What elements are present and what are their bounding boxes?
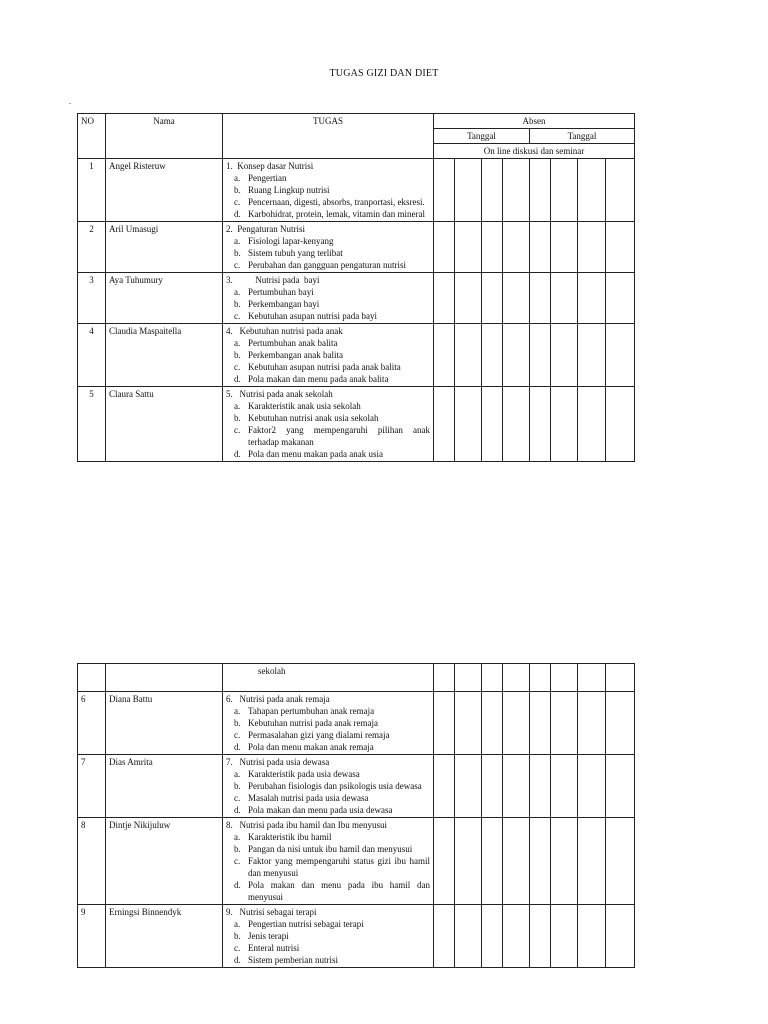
attendance-cell[interactable]	[434, 222, 455, 273]
row-no: 8	[78, 818, 106, 905]
row-tugas	[223, 273, 434, 324]
attendance-cell[interactable]	[530, 159, 551, 222]
task-subitem	[226, 184, 430, 196]
attendance-cell[interactable]	[482, 905, 503, 968]
task-subitem	[226, 361, 430, 373]
subitem-marker: b.	[234, 248, 241, 258]
subitem-text: Pengertian	[248, 173, 287, 183]
attendance-cell[interactable]	[482, 273, 503, 324]
subitem-text: Masalah nutrisi pada usia dewasa	[248, 793, 369, 803]
subitem-text: Sistem pemberian nutrisi	[248, 955, 338, 965]
subitem-text: Faktor2 yang mempengaruhi pilihan anak terhadap makanan	[248, 425, 430, 447]
subitem-text: Karakteristik ibu hamil	[248, 832, 332, 842]
task-subitem	[226, 918, 430, 930]
attendance-cell[interactable]	[578, 324, 606, 387]
subitem-marker: d.	[234, 742, 241, 752]
subitem-marker: c.	[234, 260, 241, 270]
table-row	[78, 273, 635, 324]
header-tugas: TUGAS	[223, 114, 434, 159]
header-mode: On line diskusi dan seminar	[434, 144, 635, 159]
task-subitem	[226, 424, 430, 448]
subitem-marker: c.	[234, 311, 241, 321]
task-subitem	[226, 804, 430, 816]
document-title: TUGAS GIZI DAN DIET	[329, 68, 439, 79]
subitem-marker: a.	[234, 236, 241, 246]
attendance-cell[interactable]	[551, 222, 578, 273]
subitem-text: Karakteristik anak usia sekolah	[248, 401, 361, 411]
subitem-marker: c.	[234, 943, 241, 953]
subitem-marker: a.	[234, 832, 241, 842]
row-tugas	[223, 818, 434, 905]
attendance-cell[interactable]	[434, 159, 455, 222]
row-no: 3	[78, 273, 106, 324]
subitem-marker: d.	[234, 449, 241, 459]
continuation-nama	[106, 664, 223, 692]
attendance-cell[interactable]	[434, 324, 455, 387]
table-row	[78, 818, 635, 905]
attendance-cell[interactable]	[551, 159, 578, 222]
subitem-marker: b.	[234, 844, 241, 854]
task-subitems	[226, 918, 430, 966]
attendance-cell[interactable]	[482, 755, 503, 818]
task-subitem	[226, 831, 430, 843]
attendance-cell[interactable]	[503, 692, 530, 755]
attendance-cell[interactable]	[434, 387, 455, 462]
task-subitems	[226, 235, 430, 271]
attendance-cell[interactable]	[434, 905, 455, 968]
subitem-text: Pencernaan, digesti, absorbs, tranportasi, eksresi.	[248, 197, 425, 207]
subitem-marker: a.	[234, 287, 241, 297]
attendance-cell[interactable]	[606, 692, 635, 755]
attendance-cell[interactable]	[482, 159, 503, 222]
continuation-no	[78, 664, 106, 692]
attendance-cell[interactable]	[503, 664, 530, 692]
task-subitem	[226, 942, 430, 954]
attendance-cell[interactable]	[606, 159, 635, 222]
subitem-text: Pangan da nisi untuk ibu hamil dan menyusui	[248, 844, 413, 854]
attendance-cell[interactable]	[578, 755, 606, 818]
task-title: 3. Nutrisi pada bayi	[226, 275, 320, 285]
attendance-cell[interactable]	[551, 905, 578, 968]
task-subitem	[226, 448, 430, 460]
row-nama: Angel Risteruw	[106, 159, 223, 222]
attendance-cell[interactable]	[606, 755, 635, 818]
row-no: 4	[78, 324, 106, 387]
subitem-text: Perubahan fisiologis dan psikologis usia dewasa	[248, 781, 422, 791]
row-nama: Dias Amrita	[106, 755, 223, 818]
task-title: 1. Konsep dasar Nutrisi	[226, 161, 314, 171]
row-nama: Dintje Nikijuluw	[106, 818, 223, 905]
task-subitem	[226, 196, 430, 208]
row-nama: Claudia Maspaitella	[106, 324, 223, 387]
attendance-cell[interactable]	[551, 755, 578, 818]
assignment-table-page-1	[77, 113, 635, 462]
task-subitem	[226, 259, 430, 271]
attendance-cell[interactable]	[578, 905, 606, 968]
subitem-marker: a.	[234, 401, 241, 411]
row-no: 5	[78, 387, 106, 462]
task-title: 2. Pengaturan Nutrisi	[226, 224, 305, 234]
task-subitem	[226, 930, 430, 942]
task-subitem	[226, 298, 430, 310]
task-subitems	[226, 337, 430, 385]
attendance-cell[interactable]	[455, 387, 482, 462]
row-no: 1	[78, 159, 106, 222]
subitem-marker: c.	[234, 730, 241, 740]
attendance-cell[interactable]	[434, 273, 455, 324]
attendance-cell[interactable]	[606, 222, 635, 273]
subitem-text: Perkembangan anak balita	[248, 350, 343, 360]
attendance-cell[interactable]	[434, 818, 455, 905]
task-subitem	[226, 792, 430, 804]
task-subitem	[226, 729, 430, 741]
subitem-text: Pola makan dan menu pada ibu hamil dan menyusui	[248, 880, 430, 902]
subitem-marker: a.	[234, 173, 241, 183]
header-row	[78, 114, 635, 129]
task-subitem	[226, 349, 430, 361]
attendance-cell[interactable]	[455, 664, 482, 692]
row-nama: Erningsi Binnendyk	[106, 905, 223, 968]
attendance-cell[interactable]	[551, 324, 578, 387]
task-subitem	[226, 373, 430, 385]
subitem-marker: b.	[234, 718, 241, 728]
subitem-text: Tahapan pertumbuhan anak remaja	[248, 706, 375, 716]
attendance-cell[interactable]	[455, 222, 482, 273]
subitem-marker: a.	[234, 338, 241, 348]
task-subitems	[226, 400, 430, 460]
task-subitem	[226, 780, 430, 792]
task-subitem	[226, 208, 430, 220]
task-title: 8. Nutrisi pada ibu hamil dan Ibu menyusui	[226, 820, 387, 830]
subitem-text: Perubahan dan gangguan pengaturan nutrisi	[248, 260, 406, 270]
subitem-text: Faktor yang mempengaruhi status gizi ibu hamil dan menyusui	[248, 856, 430, 878]
attendance-cell[interactable]	[503, 159, 530, 222]
attendance-cell[interactable]	[551, 818, 578, 905]
subitem-marker: c.	[234, 856, 241, 866]
attendance-cell[interactable]	[503, 324, 530, 387]
assignment-table-page-2	[77, 663, 635, 968]
task-title: 9. Nutrisi sebagai terapi	[226, 907, 317, 917]
subitem-marker: b.	[234, 350, 241, 360]
subitem-marker: b.	[234, 931, 241, 941]
task-subitem	[226, 954, 430, 966]
task-subitem	[226, 717, 430, 729]
attendance-cell[interactable]	[503, 818, 530, 905]
task-subitems	[226, 172, 430, 220]
subitem-text: Kebutuhan asupan nutrisi pada anak balita	[248, 362, 401, 372]
task-subitem	[226, 235, 430, 247]
row-no: 2	[78, 222, 106, 273]
subitem-text: Kebutuhan nutrisi pada anak remaja	[248, 718, 378, 728]
attendance-cell[interactable]	[578, 692, 606, 755]
subitem-marker: b.	[234, 781, 241, 791]
task-subitems	[226, 705, 430, 753]
attendance-cell[interactable]	[482, 387, 503, 462]
attendance-cell[interactable]	[551, 387, 578, 462]
attendance-cell[interactable]	[455, 159, 482, 222]
subitem-marker: b.	[234, 413, 241, 423]
subitem-text: Enteral nutrisi	[248, 943, 300, 953]
attendance-cell[interactable]	[530, 692, 551, 755]
attendance-cell[interactable]	[434, 692, 455, 755]
row-nama: Aril Umasugi	[106, 222, 223, 273]
subitem-text: Permasalahan gizi yang dialami remaja	[248, 730, 390, 740]
table-row	[78, 755, 635, 818]
subitem-text: Karakteristik pada usia dewasa	[248, 769, 360, 779]
attendance-cell[interactable]	[606, 818, 635, 905]
task-title: 5. Nutrisi pada anak sekolah	[226, 389, 333, 399]
table-row	[78, 159, 635, 222]
row-nama: Diana Battu	[106, 692, 223, 755]
task-title: 6. Nutrisi pada anak remaja	[226, 694, 330, 704]
row-tugas	[223, 692, 434, 755]
row-no: 7	[78, 755, 106, 818]
row-tugas	[223, 755, 434, 818]
subitem-text: Pola makan dan menu pada usia dewasa	[248, 805, 393, 815]
attendance-cell[interactable]	[455, 818, 482, 905]
subitem-marker: a.	[234, 919, 241, 929]
attendance-cell[interactable]	[578, 818, 606, 905]
attendance-cell[interactable]	[482, 324, 503, 387]
subitem-marker: d.	[234, 880, 241, 890]
subitem-text: Pola dan menu makan pada anak usia	[248, 449, 383, 459]
row-tugas	[223, 222, 434, 273]
subitem-marker: d.	[234, 955, 241, 965]
subitem-text: Pola makan dan menu pada anak balita	[248, 374, 389, 384]
subitem-text: Fisiologi lapar-kenyang	[248, 236, 334, 246]
row-nama: Claura Sattu	[106, 387, 223, 462]
task-subitem	[226, 741, 430, 753]
subitem-marker: d.	[234, 374, 241, 384]
subitem-marker: c.	[234, 362, 241, 372]
task-subitems	[226, 831, 430, 903]
row-tugas	[223, 905, 434, 968]
subitem-text: Kebutuhan nutrisi anak usia sekolah	[248, 413, 379, 423]
attendance-cell[interactable]	[551, 273, 578, 324]
attendance-cell[interactable]	[606, 324, 635, 387]
subitem-marker: a.	[234, 769, 241, 779]
table-row	[78, 692, 635, 755]
header-absen: Absen	[434, 114, 635, 129]
attendance-cell[interactable]	[530, 324, 551, 387]
attendance-cell[interactable]	[578, 159, 606, 222]
attendance-cell[interactable]	[530, 755, 551, 818]
subitem-marker: d.	[234, 805, 241, 815]
attendance-cell[interactable]	[551, 692, 578, 755]
continuation-text: sekolah	[258, 666, 286, 676]
attendance-cell[interactable]	[455, 324, 482, 387]
subitem-text: Pola dan menu makan anak remaja	[248, 742, 374, 752]
subitem-marker: a.	[234, 706, 241, 716]
attendance-cell[interactable]	[482, 222, 503, 273]
task-subitem	[226, 843, 430, 855]
task-subitem	[226, 247, 430, 259]
continuation-row	[78, 664, 635, 692]
subitem-text: Pengertian nutrisi sebagai terapi	[248, 919, 364, 929]
attendance-cell[interactable]	[503, 755, 530, 818]
task-subitem	[226, 400, 430, 412]
attendance-cell[interactable]	[503, 273, 530, 324]
task-subitems	[226, 286, 430, 322]
subitem-text: Ruang Lingkup nutrisi	[248, 185, 330, 195]
row-no: 6	[78, 692, 106, 755]
table-row	[78, 324, 635, 387]
header-tanggal-1: Tanggal	[434, 129, 530, 144]
attendance-cell[interactable]	[530, 818, 551, 905]
task-title: 4. Kebutuhan nutrisi pada anak	[226, 326, 343, 336]
attendance-cell[interactable]	[434, 755, 455, 818]
subitem-marker: b.	[234, 185, 241, 195]
subitem-marker: b.	[234, 299, 241, 309]
attendance-cell[interactable]	[503, 905, 530, 968]
subitem-marker: c.	[234, 425, 241, 435]
attendance-cell[interactable]	[530, 222, 551, 273]
task-subitem	[226, 310, 430, 322]
attendance-cell[interactable]	[578, 387, 606, 462]
subitem-text: Pertumbuhan anak balita	[248, 338, 338, 348]
row-tugas	[223, 387, 434, 462]
task-subitem	[226, 337, 430, 349]
task-subitem	[226, 286, 430, 298]
subitem-marker: c.	[234, 793, 241, 803]
attendance-cell[interactable]	[455, 905, 482, 968]
attendance-cell[interactable]	[578, 273, 606, 324]
attendance-cell[interactable]	[455, 273, 482, 324]
table-row	[78, 387, 635, 462]
attendance-cell[interactable]	[606, 273, 635, 324]
subitem-marker: c.	[234, 197, 241, 207]
subitem-text: Jenis terapi	[248, 931, 289, 941]
attendance-cell[interactable]	[482, 692, 503, 755]
attendance-cell[interactable]	[503, 222, 530, 273]
task-subitem	[226, 705, 430, 717]
header-no: NO	[78, 114, 106, 159]
attendance-cell[interactable]	[578, 222, 606, 273]
row-nama: Aya Tuhumury	[106, 273, 223, 324]
row-no: 9	[78, 905, 106, 968]
row-tugas	[223, 159, 434, 222]
attendance-cell[interactable]	[455, 692, 482, 755]
task-subitem	[226, 412, 430, 424]
attendance-cell[interactable]	[551, 664, 578, 692]
stray-mark: .	[69, 97, 71, 106]
subitem-text: Karbohidrat, protein, lemak, vitamin dan mineral	[248, 209, 425, 219]
attendance-cell[interactable]	[606, 664, 635, 692]
subitem-text: Kebutuhan asupan nutrisi pada bayi	[248, 311, 377, 321]
task-subitem	[226, 768, 430, 780]
subitem-text: Pertumbuhan bayi	[248, 287, 314, 297]
task-subitems	[226, 768, 430, 816]
continuation-task	[223, 664, 434, 692]
task-subitem	[226, 879, 430, 903]
table-row	[78, 222, 635, 273]
subitem-text: Perkembangan bayi	[248, 299, 320, 309]
attendance-cell[interactable]	[530, 387, 551, 462]
row-tugas	[223, 324, 434, 387]
task-subitem	[226, 855, 430, 879]
subitem-text: Sistem tubuh yang terlibat	[248, 248, 343, 258]
table-row	[78, 905, 635, 968]
attendance-cell[interactable]	[530, 664, 551, 692]
attendance-cell[interactable]	[530, 905, 551, 968]
attendance-cell[interactable]	[455, 755, 482, 818]
attendance-cell[interactable]	[530, 273, 551, 324]
task-subitem	[226, 172, 430, 184]
task-title: 7. Nutrisi pada usia dewasa	[226, 757, 330, 767]
attendance-cell[interactable]	[503, 387, 530, 462]
header-nama: Nama	[106, 114, 223, 159]
header-tanggal-2: Tanggal	[530, 129, 635, 144]
subitem-marker: d.	[234, 209, 241, 219]
attendance-cell[interactable]	[434, 664, 455, 692]
attendance-cell[interactable]	[482, 664, 503, 692]
attendance-cell[interactable]	[482, 818, 503, 905]
attendance-cell[interactable]	[578, 664, 606, 692]
attendance-cell[interactable]	[606, 387, 635, 462]
attendance-cell[interactable]	[606, 905, 635, 968]
